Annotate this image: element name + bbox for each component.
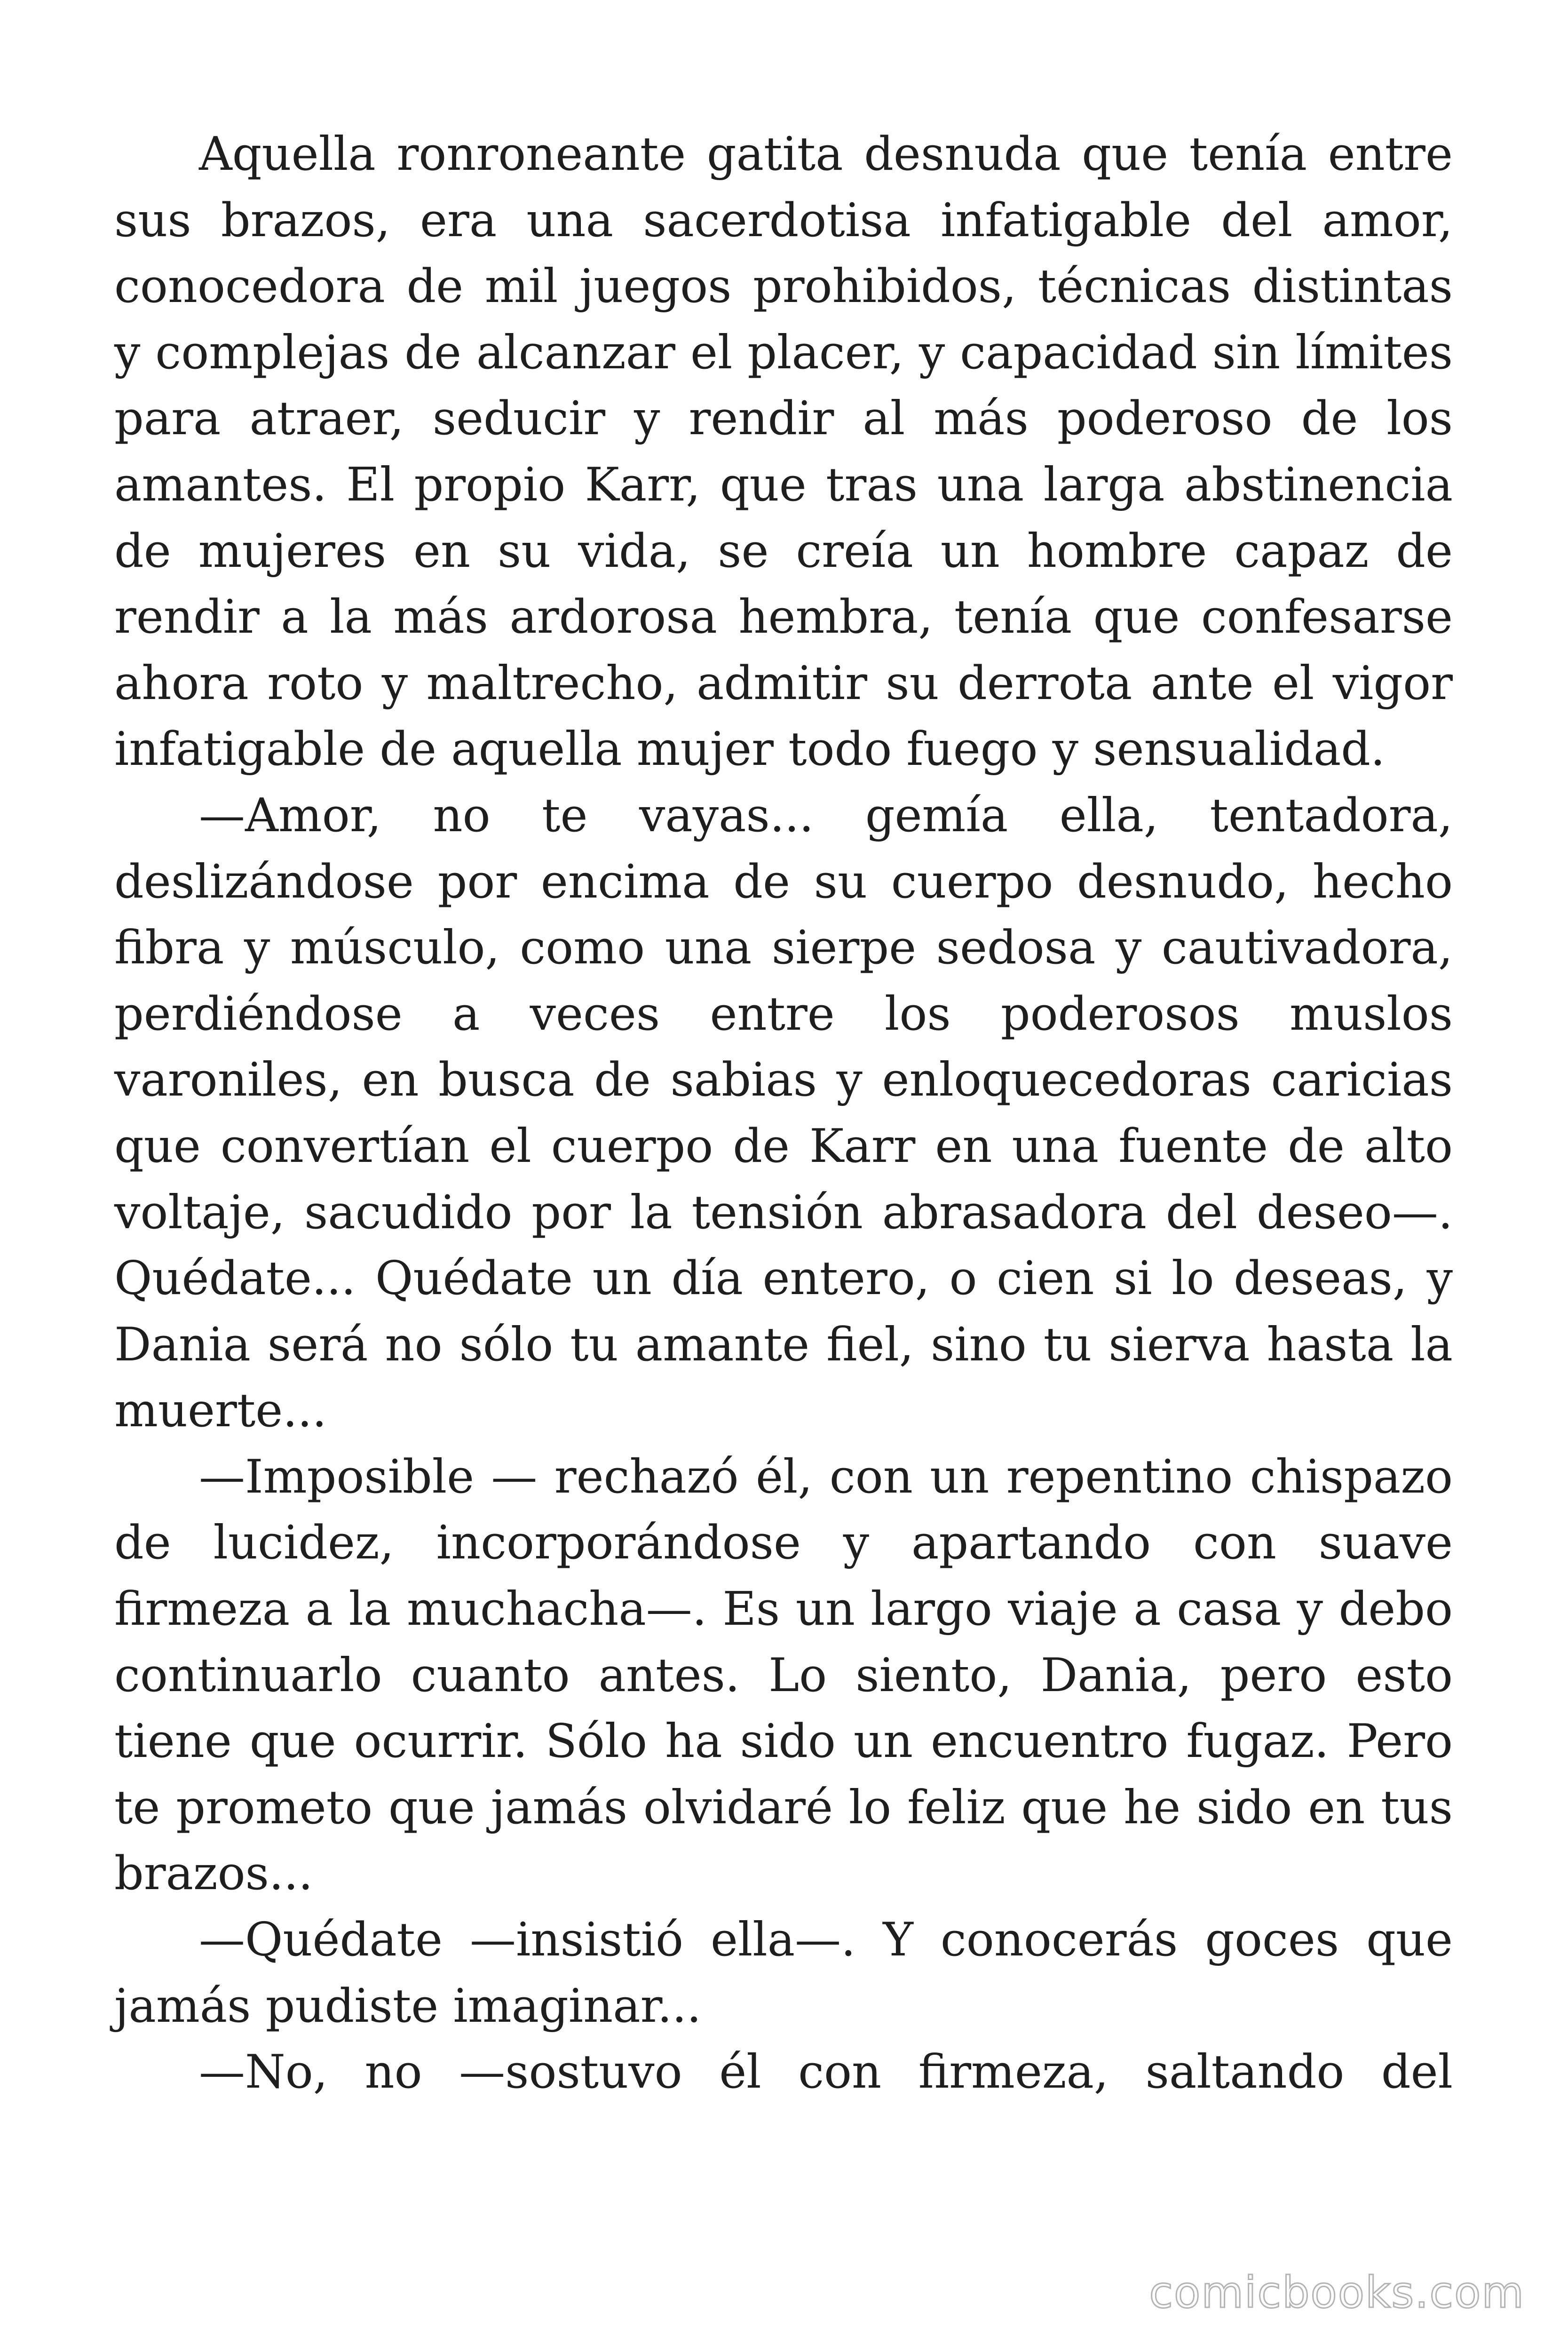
body-text [114,121,1453,2106]
paragraph-2: —Amor, no te vayas... gemía ella, tentadora, deslizándose por encima de su cuerpo desnudo, hecho fibra y músculo, como una sierpe sedosa y cautivadora, perdiéndose a veces entre los poderosos muslos varoniles, en busca de sabias y enloquecedoras caricias que convertían el cuerpo de Karr en una fuente de alto voltaje, sacudido por la tensión abrasadora del deseo—. Quédate... Quédate un día entero, o cien si lo deseas, y Dania será no sólo tu amante fiel, sino tu sierva hasta la muerte... [114,788,1453,1438]
watermark-text: comicbooks.com [1149,2267,1525,2318]
paragraph-3: —Imposible — rechazó él, con un repentino chispazo de lucidez, incorporándose y apartando con suave firmeza a la muchacha—. Es un largo viaje a casa y debo continuarlo cuanto antes. Lo siento, Dania, pero esto tiene que ocurrir. Sólo ha sido un encuentro fugaz. Pero te prometo que jamás olvidaré lo feliz que he sido en tus brazos... [114,1450,1453,1901]
paragraph-1: Aquella ronroneante gatita desnuda que tenía entre sus brazos, era una sacerdotisa infatigable del amor, conocedora de mil juegos prohibidos, técnicas distintas y complejas de alcanzar el placer, y capacidad sin límites para atraer, seducir y rendir al más poderoso de los amantes. El propio Karr, que tras una larga abstinencia de mujeres en su vida, se creía un hombre capaz de rendir a la más ardorosa hembra, tenía que confesarse ahora roto y maltrecho, admitir su derrota ante el vigor infatigable de aquella mujer todo fuego y sensualidad. [114,127,1453,777]
paragraph-5: —No, no —sostuvo él con firmeza, saltando del [199,2045,1453,2099]
paragraph-4: —Quédate —insistió ella—. Y conocerás goces que jamás pudiste imaginar... [114,1913,1453,2033]
